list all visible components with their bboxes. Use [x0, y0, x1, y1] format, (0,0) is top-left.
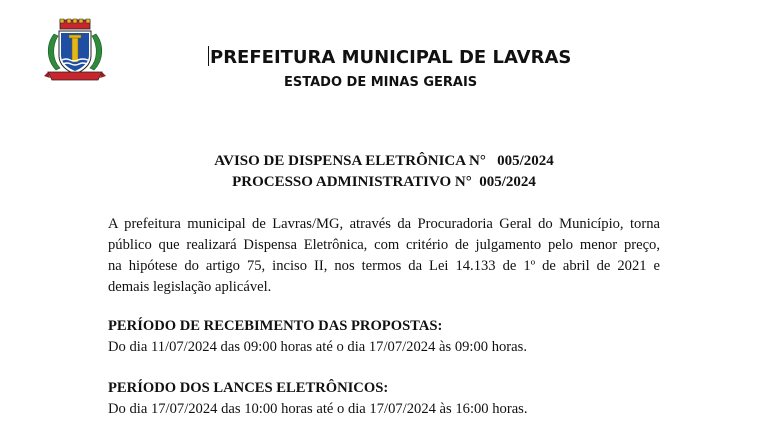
body-paragraph	[108, 214, 660, 298]
notice-title-line2: PROCESSO ADMINISTRATIVO N° 005/2024	[232, 174, 536, 190]
body-line: demais legislação aplicável.	[108, 279, 272, 295]
municipal-coat-of-arms-icon	[42, 18, 108, 84]
header-subtitle: ESTADO DE MINAS GERAIS	[284, 75, 478, 90]
bids-period-heading: PERÍODO DOS LANCES ELETRÔNICOS:	[108, 380, 389, 396]
notice-title-line1: AVISO DE DISPENSA ELETRÔNICA N° 005/2024	[214, 153, 554, 169]
header-title: PREFEITURA MUNICIPAL DE LAVRAS	[210, 47, 572, 68]
body-line: público que realizará Dispensa Eletrônica, com critério de julgamento pelo menor preço,	[108, 237, 660, 253]
body-line: na hipótese do artigo 75, inciso II, nos termos da Lei 14.133 de 1º de abril de 2021 e	[108, 258, 660, 274]
body-line: A prefeitura municipal de Lavras/MG, através da Procuradoria Geral do Município, torna	[108, 216, 660, 232]
bids-period-text: Do dia 17/07/2024 das 10:00 horas até o dia 17/07/2024 às 16:00 horas.	[108, 401, 528, 417]
proposals-period-heading: PERÍODO DE RECEBIMENTO DAS PROPOSTAS:	[108, 318, 443, 334]
text-cursor	[208, 46, 209, 66]
proposals-period-text: Do dia 11/07/2024 das 09:00 horas até o dia 17/07/2024 às 09:00 horas.	[108, 339, 527, 355]
